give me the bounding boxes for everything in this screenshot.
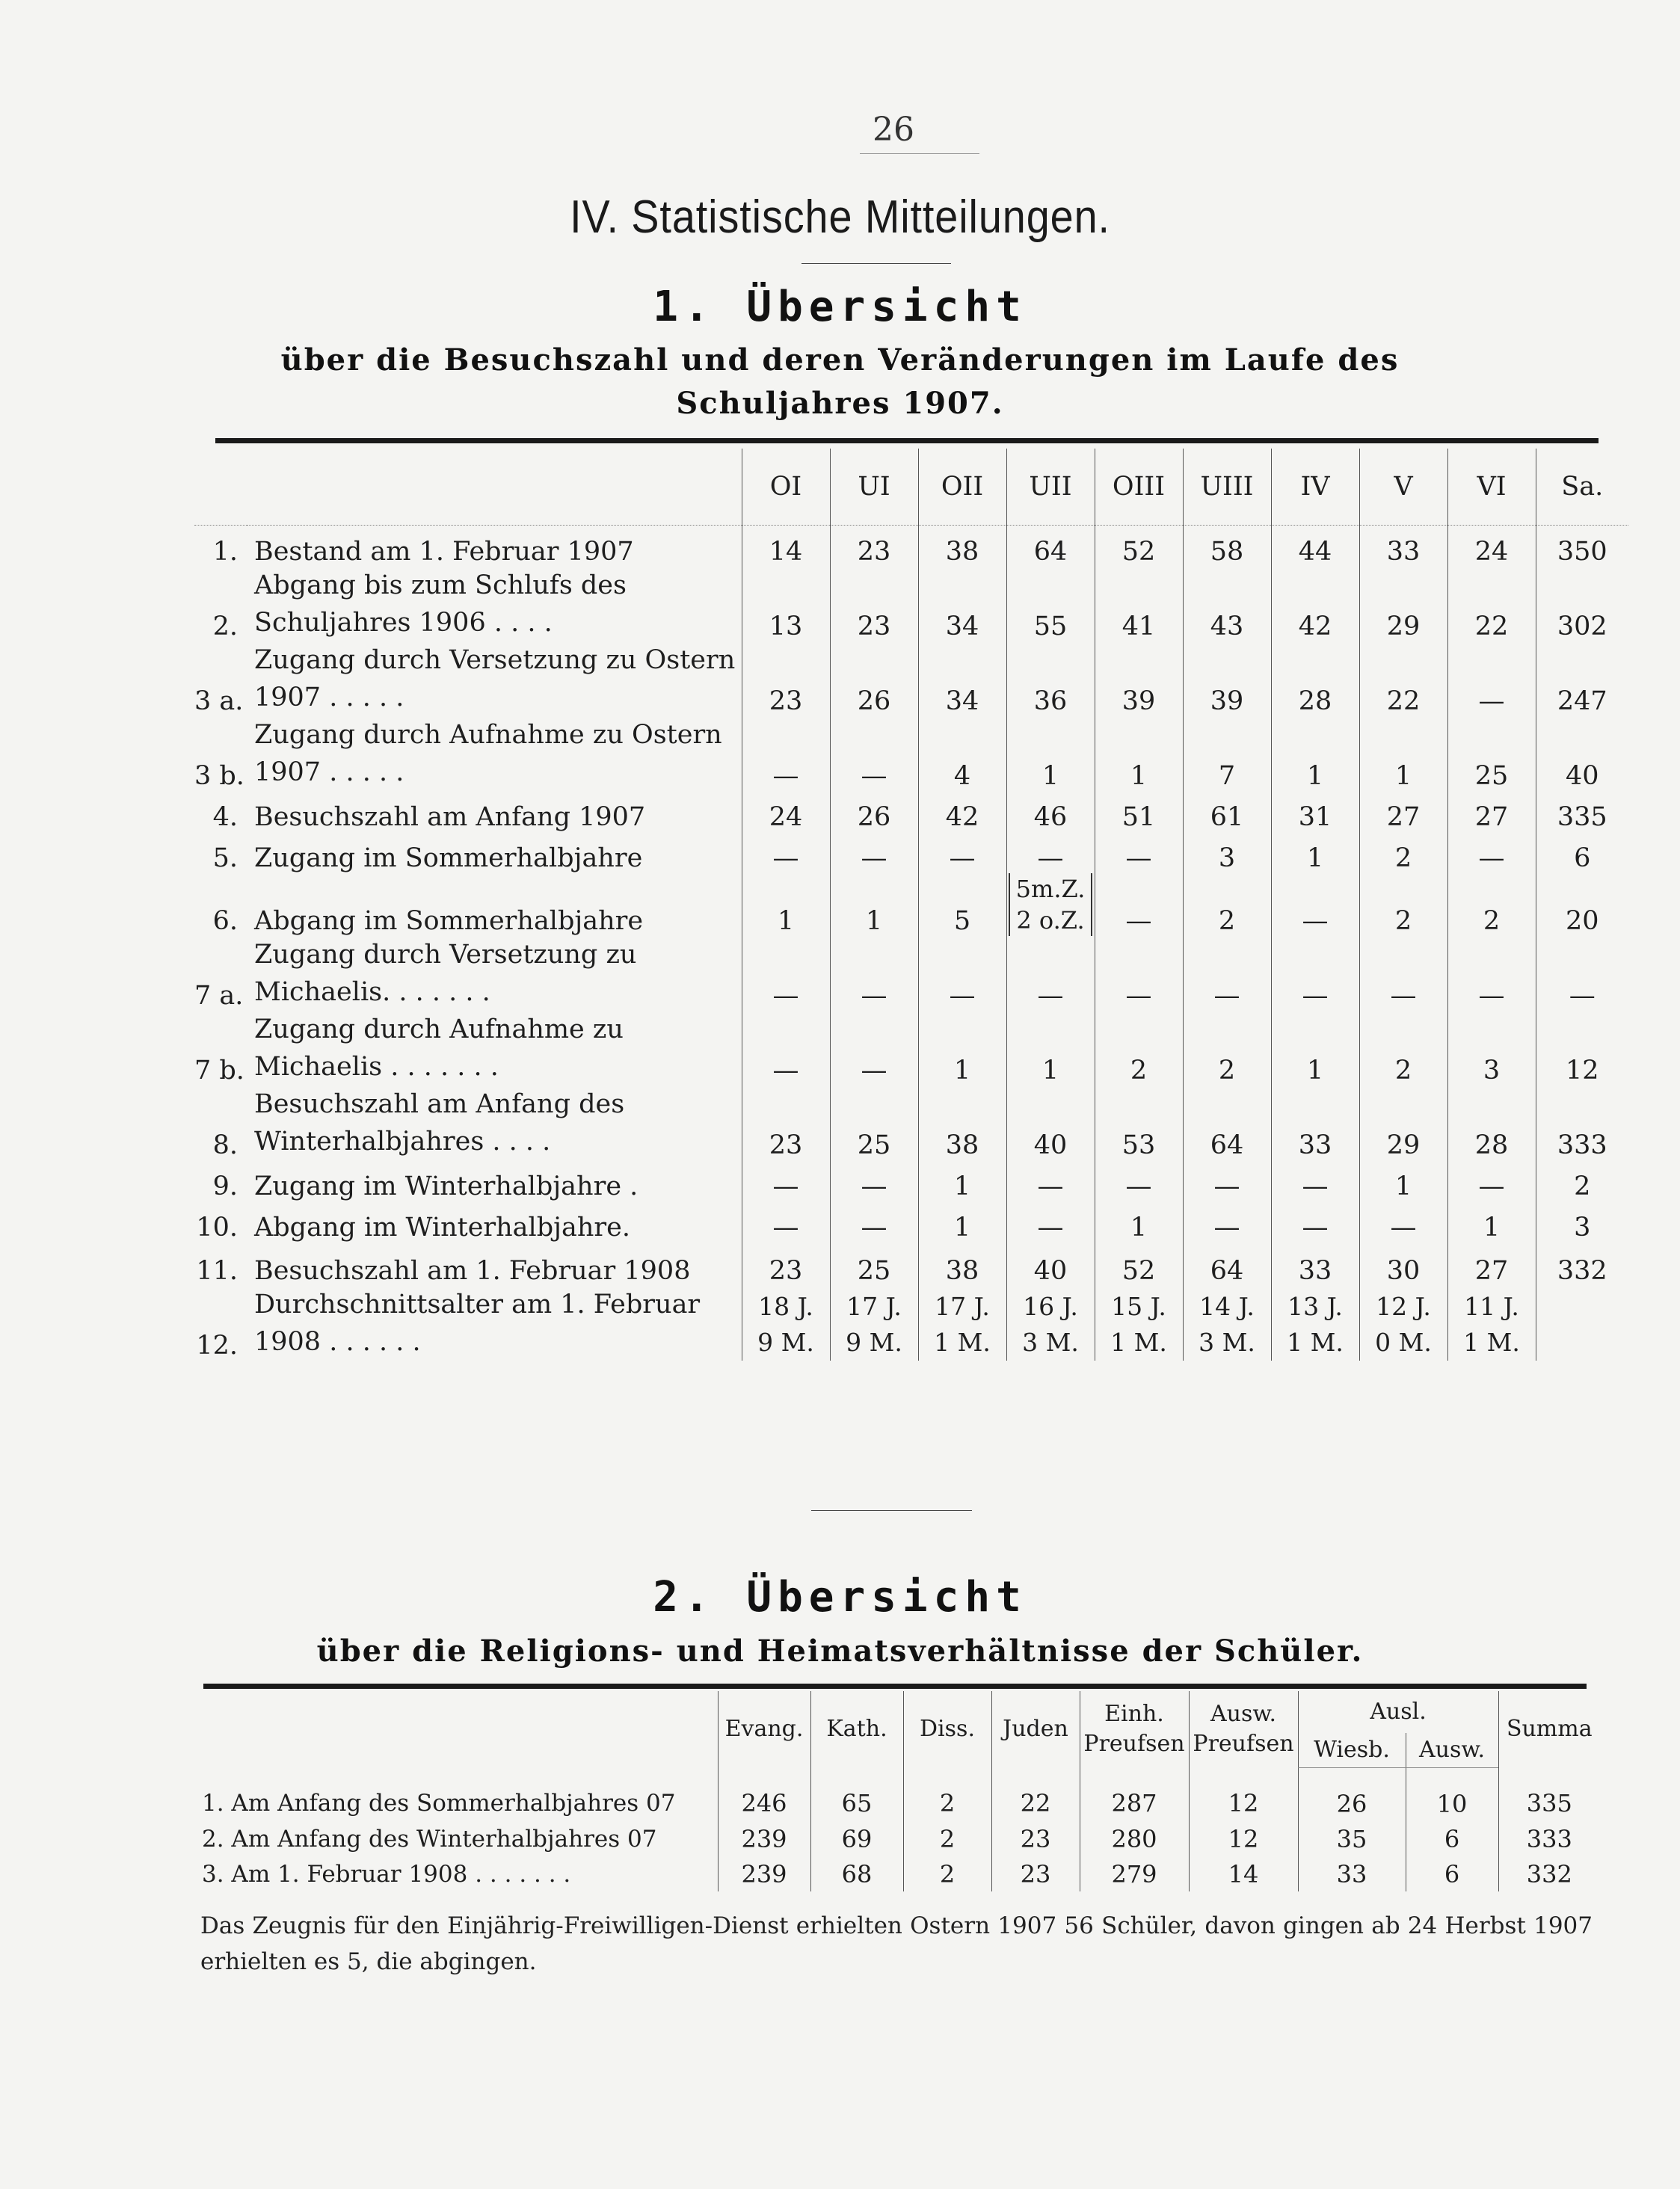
age-months: 0 M. — [1375, 1328, 1432, 1357]
cell-value: — — [1095, 873, 1183, 936]
table1-top-rule — [215, 438, 1599, 443]
cell-value: 39 — [1183, 641, 1271, 716]
header-einh — [1080, 1691, 1189, 1768]
row-number: 1. — [212, 537, 238, 567]
row-label: Besuchszahl am Anfang 1907 — [254, 802, 646, 832]
age-years: 18 J. — [758, 1292, 813, 1321]
table-row — [194, 936, 1628, 1011]
cell-value: 246 — [718, 1768, 810, 1822]
cell-value: 1 — [742, 873, 830, 936]
cell-value: — — [1447, 1160, 1536, 1201]
row-label: Zugang durch Versetzung zu Michaelis. . . . . . . — [254, 940, 637, 1007]
overview1-title: 1. Übersicht — [653, 283, 1027, 331]
col-header: V — [1359, 449, 1447, 526]
cell-value: — — [1359, 1201, 1447, 1243]
page-number-rule — [860, 153, 979, 154]
cell-value: 27 — [1447, 791, 1536, 832]
cell-value: — — [742, 716, 830, 791]
row-label: 3. Am 1. Februar 1908 . . . . . . . — [202, 1860, 571, 1888]
cell-value: — — [918, 832, 1006, 873]
cell-value: 2 — [903, 1768, 991, 1822]
cell-value: 3 — [1183, 832, 1271, 873]
cell-value: 31 — [1271, 791, 1359, 832]
cell-value: 23 — [742, 1086, 830, 1160]
cell-value: 350 — [1536, 526, 1628, 567]
cell-value: 26 — [830, 791, 918, 832]
cell-value: 58 — [1183, 526, 1271, 567]
cell-value: 1 — [1271, 832, 1359, 873]
table-row — [194, 1821, 1600, 1856]
age-months: 3 M. — [1022, 1328, 1079, 1357]
cell-value: 40 — [1536, 716, 1628, 791]
cell-value: 280 — [1080, 1821, 1189, 1856]
cell-value: 2 — [1359, 832, 1447, 873]
cell-value: 2 — [903, 1821, 991, 1856]
cell-value: 27 — [1359, 791, 1447, 832]
cell-value: 3 — [1536, 1201, 1628, 1243]
cell-value: — — [742, 1160, 830, 1201]
row-number: 9. — [212, 1172, 238, 1201]
row-number: 8. — [212, 1130, 238, 1160]
cell-value: 23 — [742, 1243, 830, 1286]
cell-value: 23 — [742, 641, 830, 716]
cell-value: 6 — [1406, 1821, 1498, 1856]
row-label: Bestand am 1. Februar 1907 — [254, 537, 634, 567]
header-ausw-line2: Preufsen — [1193, 1731, 1294, 1758]
cell-value: 6 — [1406, 1856, 1498, 1891]
cell-value: — — [830, 1011, 918, 1086]
age-years: 17 J. — [846, 1292, 902, 1321]
header-ausl-ausw: Ausw. — [1406, 1733, 1498, 1768]
age-years: 14 J. — [1199, 1292, 1255, 1321]
cell-value: 61 — [1183, 791, 1271, 832]
overview2-title: 2. Übersicht — [653, 1573, 1027, 1622]
row-label: Abgang im Sommerhalbjahre — [254, 906, 644, 936]
row-number: 7 b. — [194, 1056, 244, 1086]
cell-value: 12 — [1189, 1768, 1298, 1822]
row-label: 2. Am Anfang des Winterhalbjahres 07 — [202, 1825, 657, 1853]
cell-value: 23 — [830, 567, 918, 641]
cell-value: — — [1006, 832, 1095, 873]
cell-value: 2 — [1536, 1160, 1628, 1201]
row-label: Zugang durch Aufnahme zu Ostern 1907 . . . . . — [254, 720, 722, 787]
cell-value: 33 — [1271, 1086, 1359, 1160]
cell-value: — — [1183, 1160, 1271, 1201]
cell-value — [918, 1286, 1006, 1361]
col-header: OI — [742, 449, 830, 526]
cell-value — [1006, 1286, 1095, 1361]
bracket-line: 5m.Z. — [1015, 875, 1086, 903]
cell-value: 335 — [1498, 1768, 1600, 1822]
cell-value: — — [1447, 936, 1536, 1011]
attendance-table — [194, 449, 1628, 1361]
cell-value: 64 — [1183, 1086, 1271, 1160]
cell-value: 20 — [1536, 873, 1628, 936]
age-months: 1 M. — [1463, 1328, 1520, 1357]
cell-value: 28 — [1447, 1086, 1536, 1160]
cell-value: — — [1271, 873, 1359, 936]
cell-value: 22 — [991, 1768, 1080, 1822]
age-months: 3 M. — [1199, 1328, 1255, 1357]
cell-value: 12 — [1536, 1011, 1628, 1086]
row-number: 3 a. — [194, 686, 244, 716]
cell-value: 13 — [742, 567, 830, 641]
cell-value: 239 — [718, 1856, 810, 1891]
row-label: Besuchszahl am Anfang des Winterhalbjahres . . . . — [254, 1089, 625, 1157]
cell-value: 1 — [1095, 716, 1183, 791]
overview1-subtitle-line1: über die Besuchszahl und deren Veränderungen im Laufe des — [280, 342, 1400, 378]
header-juden: Juden — [991, 1691, 1080, 1768]
row-number: 2. — [212, 612, 238, 641]
cell-value: 6 — [1536, 832, 1628, 873]
cell-value: 38 — [918, 526, 1006, 567]
cell-value: 1 — [1095, 1201, 1183, 1243]
cell-value: 69 — [810, 1821, 903, 1856]
cell-value: 44 — [1271, 526, 1359, 567]
cell-value: 24 — [742, 791, 830, 832]
cell-value: 287 — [1080, 1768, 1189, 1822]
header-ausl-wiesb: Wiesb. — [1298, 1733, 1406, 1768]
cell-value — [1447, 1286, 1536, 1361]
cell-value: 23 — [991, 1821, 1080, 1856]
cell-value — [742, 1286, 830, 1361]
cell-value: 28 — [1271, 641, 1359, 716]
table-row — [194, 1856, 1600, 1891]
page-number: 26 — [873, 111, 914, 149]
cell-value: — — [1183, 1201, 1271, 1243]
cell-value: 2 — [1359, 1011, 1447, 1086]
cell-value: — — [742, 1201, 830, 1243]
cell-value: 40 — [1006, 1086, 1095, 1160]
header-diss: Diss. — [903, 1691, 991, 1768]
cell-value: 24 — [1447, 526, 1536, 567]
table-row — [194, 1201, 1628, 1243]
cell-value: 33 — [1298, 1856, 1406, 1891]
cell-value: 3 — [1447, 1011, 1536, 1086]
row-label: Zugang im Sommerhalbjahre — [254, 843, 643, 873]
section-title: IV. Statistische Mitteilungen. — [570, 191, 1110, 243]
col-header: UI — [830, 449, 918, 526]
row-label: Zugang im Winterhalbjahre . — [254, 1172, 639, 1201]
header-summa: Summa — [1498, 1691, 1600, 1768]
cell-value: — — [1271, 936, 1359, 1011]
overview1-subtitle-line2: Schuljahres 1907. — [676, 386, 1004, 421]
cell-value — [1095, 1286, 1183, 1361]
cell-value: 1 — [1006, 716, 1095, 791]
section-divider — [811, 1510, 972, 1511]
cell-value: 68 — [810, 1856, 903, 1891]
religion-table — [194, 1691, 1600, 1891]
age-years: 12 J. — [1376, 1292, 1431, 1321]
cell-value: 5 — [918, 873, 1006, 936]
cell-value: 1 — [830, 873, 918, 936]
cell-value: — — [1006, 936, 1095, 1011]
row-label: Zugang durch Versetzung zu Ostern 1907 . . . . . — [254, 645, 736, 712]
cell-value: 38 — [918, 1243, 1006, 1286]
table-row — [194, 832, 1628, 873]
attendance-header-row — [194, 449, 1628, 526]
table-row — [194, 1768, 1600, 1822]
cell-value: 25 — [830, 1243, 918, 1286]
cell-value: 33 — [1271, 1243, 1359, 1286]
cell-value: — — [742, 832, 830, 873]
cell-value: 239 — [718, 1821, 810, 1856]
age-years: 15 J. — [1111, 1292, 1166, 1321]
cell-value: 26 — [830, 641, 918, 716]
row-number: 3 b. — [194, 761, 244, 791]
cell-value: 1 — [1447, 1201, 1536, 1243]
table-row — [194, 791, 1628, 832]
cell-value: 2 — [1359, 873, 1447, 936]
cell-value: 33 — [1359, 526, 1447, 567]
cell-value: 55 — [1006, 567, 1095, 641]
cell-value: 40 — [1006, 1243, 1095, 1286]
cell-value — [1536, 1286, 1628, 1361]
cell-value: 42 — [918, 791, 1006, 832]
cell-value: — — [1095, 1160, 1183, 1201]
cell-value: 64 — [1006, 526, 1095, 567]
cell-value: 46 — [1006, 791, 1095, 832]
footnote: Das Zeugnis für den Einjährig-Freiwilligen-Dienst erhielten Ostern 1907 56 Schüler, davon gingen ab 24 Herbst 1907 erhielten es 5, die abgingen. — [200, 1912, 1593, 1975]
col-header: OIII — [1095, 449, 1183, 526]
cell-value: — — [1447, 641, 1536, 716]
cell-value: 4 — [918, 716, 1006, 791]
cell-value: 23 — [830, 526, 918, 567]
cell-value: 38 — [918, 1086, 1006, 1160]
cell-value: 35 — [1298, 1821, 1406, 1856]
cell-value: 14 — [742, 526, 830, 567]
cell-value: — — [830, 832, 918, 873]
header-ausl: Ausl. — [1298, 1691, 1498, 1733]
header-ausw-line1: Ausw. — [1210, 1701, 1277, 1728]
header-evang: Evang. — [718, 1691, 810, 1768]
age-years: 17 J. — [935, 1292, 990, 1321]
col-header: VI — [1447, 449, 1536, 526]
cell-value: — — [1006, 1201, 1095, 1243]
cell-value: 26 — [1298, 1768, 1406, 1822]
row-number: 6. — [212, 906, 238, 936]
cell-value: 12 — [1189, 1821, 1298, 1856]
cell-value: 1 — [1359, 1160, 1447, 1201]
title-divider — [801, 263, 951, 264]
cell-value: 22 — [1359, 641, 1447, 716]
cell-value: 2 — [1447, 873, 1536, 936]
cell-value: 14 — [1189, 1856, 1298, 1891]
cell-value — [1183, 1286, 1271, 1361]
cell-value: — — [1359, 936, 1447, 1011]
table-row — [194, 1160, 1628, 1201]
cell-value: 65 — [810, 1768, 903, 1822]
header-einh-line1: Einh. — [1104, 1701, 1164, 1728]
age-years: 16 J. — [1023, 1292, 1078, 1321]
cell-value: 22 — [1447, 567, 1536, 641]
cell-value: — — [1095, 936, 1183, 1011]
cell-value: — — [1095, 832, 1183, 873]
row-label: Abgang bis zum Schlufs des Schuljahres 1906 . . . . — [254, 570, 627, 638]
age-months: 1 M. — [1287, 1328, 1344, 1357]
age-months: 1 M. — [934, 1328, 991, 1357]
cell-value: 1 — [1359, 716, 1447, 791]
cell-value: 64 — [1183, 1243, 1271, 1286]
overview2-subtitle: über die Religions- und Heimatsverhältnisse der Schüler. — [316, 1634, 1364, 1669]
row-label: 1. Am Anfang des Sommerhalbjahres 07 — [202, 1790, 676, 1817]
cell-value: 25 — [1447, 716, 1536, 791]
col-header: Sa. — [1536, 449, 1628, 526]
cell-value — [1006, 873, 1095, 936]
bracket-line: 2 o.Z. — [1016, 906, 1085, 935]
cell-value: 1 — [918, 1201, 1006, 1243]
cell-value: 25 — [830, 1086, 918, 1160]
cell-value: 42 — [1271, 567, 1359, 641]
table-row — [194, 1286, 1628, 1361]
cell-value: 1 — [918, 1011, 1006, 1086]
cell-value: 43 — [1183, 567, 1271, 641]
table-row — [194, 567, 1628, 641]
cell-value: 335 — [1536, 791, 1628, 832]
cell-value: 36 — [1006, 641, 1095, 716]
age-months: 1 M. — [1110, 1328, 1167, 1357]
row-number: 12. — [196, 1331, 238, 1361]
cell-value: — — [742, 1011, 830, 1086]
col-header: UII — [1006, 449, 1095, 526]
row-number: 10. — [196, 1213, 238, 1243]
table-row — [194, 1086, 1628, 1160]
cell-value: 1 — [918, 1160, 1006, 1201]
cell-value: — — [830, 936, 918, 1011]
cell-value: 10 — [1406, 1768, 1498, 1822]
cell-value: 302 — [1536, 567, 1628, 641]
table-row — [194, 1011, 1628, 1086]
row-label: Abgang im Winterhalbjahre. — [254, 1213, 630, 1243]
age-years: 13 J. — [1287, 1292, 1343, 1321]
cell-value: 23 — [991, 1856, 1080, 1891]
cell-value: — — [830, 1201, 918, 1243]
col-header: OII — [918, 449, 1006, 526]
cell-value: 279 — [1080, 1856, 1189, 1891]
row-number: 7 a. — [194, 981, 244, 1011]
row-number: 11. — [196, 1256, 238, 1286]
table-row — [194, 873, 1628, 936]
cell-value: — — [918, 936, 1006, 1011]
row-label: Zugang durch Aufnahme zu Michaelis . . . . . . . — [254, 1015, 624, 1082]
header-einh-line2: Preufsen — [1083, 1731, 1185, 1758]
row-label: Durchschnittsalter am 1. Februar 1908 . . . . . . — [254, 1290, 701, 1357]
cell-value: 2 — [903, 1856, 991, 1891]
cell-value: — — [1183, 936, 1271, 1011]
row-number: 4. — [212, 802, 238, 832]
row-number: 5. — [212, 843, 238, 873]
col-header: UIII — [1183, 449, 1271, 526]
cell-value: 1 — [1271, 1011, 1359, 1086]
cell-value: 27 — [1447, 1243, 1536, 1286]
cell-value: 53 — [1095, 1086, 1183, 1160]
cell-value: — — [1271, 1201, 1359, 1243]
age-years: 11 J. — [1464, 1292, 1519, 1321]
cell-value: 332 — [1536, 1243, 1628, 1286]
cell-value — [1359, 1286, 1447, 1361]
cell-value: — — [1006, 1160, 1095, 1201]
header-kath: Kath. — [810, 1691, 903, 1768]
cell-value: 39 — [1095, 641, 1183, 716]
cell-value: 29 — [1359, 567, 1447, 641]
cell-value: — — [1447, 832, 1536, 873]
row-label: Besuchszahl am 1. Februar 1908 — [254, 1256, 691, 1286]
cell-value: — — [830, 716, 918, 791]
cell-value: 333 — [1536, 1086, 1628, 1160]
cell-value: 52 — [1095, 1243, 1183, 1286]
cell-value: — — [1536, 936, 1628, 1011]
table-row — [194, 1243, 1628, 1286]
age-months: 9 M. — [757, 1328, 814, 1357]
cell-value: 29 — [1359, 1086, 1447, 1160]
cell-value: 332 — [1498, 1856, 1600, 1891]
cell-value: — — [1271, 1160, 1359, 1201]
table-row — [194, 716, 1628, 791]
cell-value: 1 — [1271, 716, 1359, 791]
religion-header-row-1 — [194, 1691, 1600, 1733]
cell-value: — — [830, 1160, 918, 1201]
header-ausw — [1189, 1691, 1298, 1768]
cell-value: 34 — [918, 641, 1006, 716]
table-row — [194, 526, 1628, 567]
cell-value: 7 — [1183, 716, 1271, 791]
cell-value: 2 — [1095, 1011, 1183, 1086]
cell-value: 2 — [1183, 1011, 1271, 1086]
cell-value: 2 — [1183, 873, 1271, 936]
cell-value: 1 — [1006, 1011, 1095, 1086]
cell-value: 41 — [1095, 567, 1183, 641]
cell-value: — — [742, 936, 830, 1011]
cell-value: 30 — [1359, 1243, 1447, 1286]
cell-value: 333 — [1498, 1821, 1600, 1856]
cell-value — [1271, 1286, 1359, 1361]
col-header: IV — [1271, 449, 1359, 526]
cell-value: 52 — [1095, 526, 1183, 567]
cell-value: 51 — [1095, 791, 1183, 832]
table2-top-rule — [203, 1684, 1587, 1689]
cell-value — [830, 1286, 918, 1361]
table-row — [194, 641, 1628, 716]
bracket-note — [1009, 873, 1093, 936]
cell-value: 34 — [918, 567, 1006, 641]
age-months: 9 M. — [846, 1328, 902, 1357]
cell-value: 247 — [1536, 641, 1628, 716]
